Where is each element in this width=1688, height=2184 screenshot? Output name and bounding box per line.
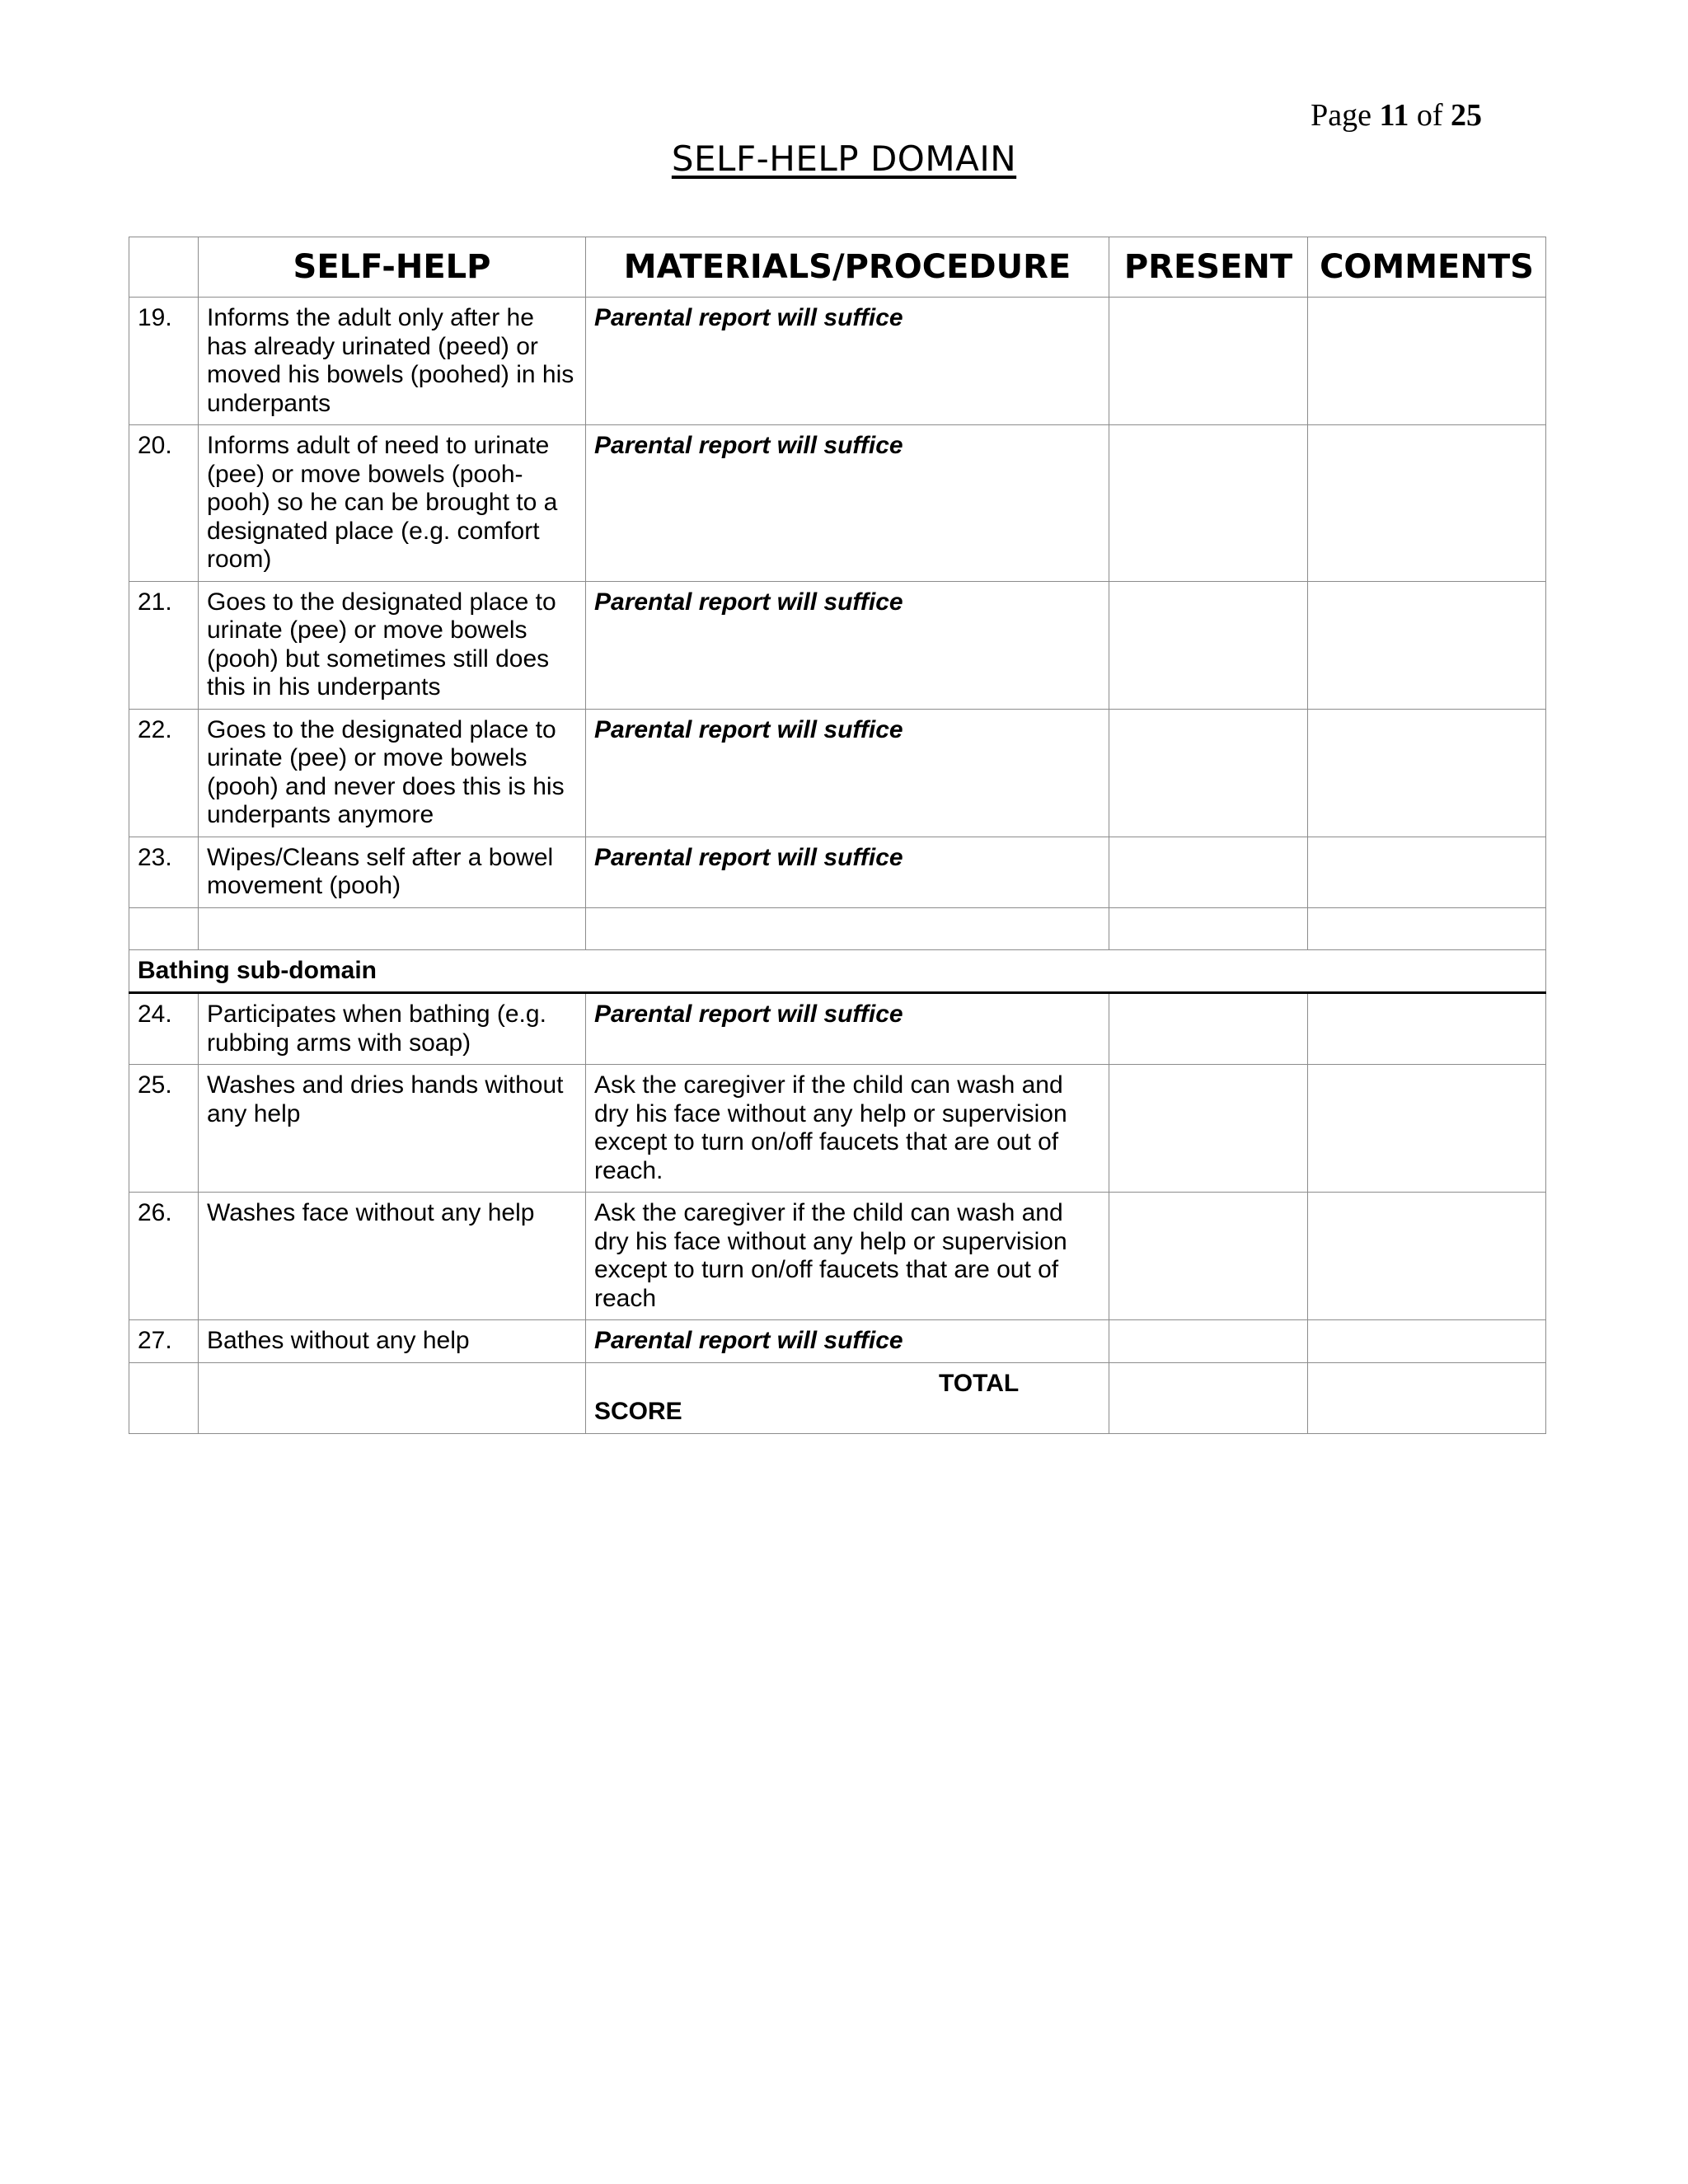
empty-cell — [199, 907, 586, 949]
subdomain-label: Bathing sub-domain — [129, 949, 1546, 993]
header-skill: SELF-HELP — [199, 237, 586, 298]
item-present[interactable] — [1109, 298, 1308, 425]
empty-row — [129, 907, 1546, 949]
item-comments[interactable] — [1308, 425, 1546, 582]
item-comments[interactable] — [1308, 298, 1546, 425]
item-number: 27. — [129, 1320, 199, 1363]
table-body-total — [129, 1362, 1546, 1433]
header-materials: MATERIALS/PROCEDURE — [586, 237, 1109, 298]
table-row — [129, 425, 1546, 582]
item-number: 24. — [129, 993, 199, 1065]
empty-cell[interactable] — [1109, 907, 1308, 949]
header-comments: COMMENTS — [1308, 237, 1546, 298]
item-skill: Goes to the designated place to urinate (pee) or move bowels (pooh) but sometimes still does this in his underpants — [199, 581, 586, 709]
empty-cell — [586, 907, 1109, 949]
table-row — [129, 298, 1546, 425]
item-comments[interactable] — [1308, 1193, 1546, 1320]
self-help-table — [129, 237, 1546, 1434]
total-score-label — [586, 1362, 1109, 1433]
total-num-cell — [129, 1362, 199, 1433]
item-present[interactable] — [1109, 709, 1308, 837]
item-skill: Washes and dries hands without any help — [199, 1065, 586, 1193]
empty-cell — [129, 907, 199, 949]
table-row — [129, 581, 1546, 709]
table-row — [129, 837, 1546, 907]
total-present-cell[interactable] — [1109, 1362, 1308, 1433]
item-comments[interactable] — [1308, 1320, 1546, 1363]
item-present[interactable] — [1109, 993, 1308, 1065]
item-skill: Washes face without any help — [199, 1193, 586, 1320]
item-materials: Parental report will suffice — [586, 993, 1109, 1065]
item-skill: Wipes/Cleans self after a bowel movement (pooh) — [199, 837, 586, 907]
item-skill: Bathes without any help — [199, 1320, 586, 1363]
item-skill: Informs the adult only after he has already urinated (peed) or moved his bowels (poohed) in his underpants — [199, 298, 586, 425]
item-number: 23. — [129, 837, 199, 907]
table-row — [129, 709, 1546, 837]
subdomain-row — [129, 949, 1546, 993]
item-present[interactable] — [1109, 581, 1308, 709]
page-label-of: of — [1416, 98, 1443, 133]
item-skill: Participates when bathing (e.g. rubbing arms with soap) — [199, 993, 586, 1065]
item-number: 25. — [129, 1065, 199, 1193]
item-comments[interactable] — [1308, 993, 1546, 1065]
page-total: 25 — [1451, 98, 1482, 133]
item-comments[interactable] — [1308, 709, 1546, 837]
total-label-line1: TOTAL — [939, 1369, 1020, 1397]
item-skill: Goes to the designated place to urinate (pee) or move bowels (pooh) and never does this is his underpants anymore — [199, 709, 586, 837]
item-comments[interactable] — [1308, 837, 1546, 907]
item-materials: Parental report will suffice — [586, 298, 1109, 425]
header-row — [129, 237, 1546, 298]
item-present[interactable] — [1109, 837, 1308, 907]
item-present[interactable] — [1109, 1065, 1308, 1193]
empty-cell[interactable] — [1308, 907, 1546, 949]
total-skill-cell — [199, 1362, 586, 1433]
item-skill: Informs adult of need to urinate (pee) or move bowels (pooh-pooh) so he can be brought to a designated place (e.g. comfort room) — [199, 425, 586, 582]
total-row — [129, 1362, 1546, 1433]
table-row — [129, 993, 1546, 1065]
page-number — [1311, 97, 1482, 134]
total-label-line2: SCORE — [594, 1398, 682, 1425]
item-materials: Ask the caregiver if the child can wash and dry his face without any help or supervision except to turn on/off faucets that are out of reach. — [586, 1065, 1109, 1193]
item-present[interactable] — [1109, 425, 1308, 582]
item-materials: Parental report will suffice — [586, 581, 1109, 709]
item-number: 20. — [129, 425, 199, 582]
total-comments-cell[interactable] — [1308, 1362, 1546, 1433]
item-present[interactable] — [1109, 1193, 1308, 1320]
item-present[interactable] — [1109, 1320, 1308, 1363]
item-materials: Ask the caregiver if the child can wash and dry his face without any help or supervision except to turn on/off faucets that are out of reach — [586, 1193, 1109, 1320]
item-materials: Parental report will suffice — [586, 425, 1109, 582]
table-row — [129, 1193, 1546, 1320]
item-materials: Parental report will suffice — [586, 1320, 1109, 1363]
item-materials: Parental report will suffice — [586, 837, 1109, 907]
table-body-toileting — [129, 298, 1546, 908]
item-comments[interactable] — [1308, 1065, 1546, 1193]
item-materials: Parental report will suffice — [586, 709, 1109, 837]
table-body-empty — [129, 907, 1546, 993]
page-label-prefix: Page — [1311, 98, 1372, 133]
item-number: 22. — [129, 709, 199, 837]
header-present: PRESENT — [1109, 237, 1308, 298]
page-current: 11 — [1379, 98, 1409, 133]
item-number: 26. — [129, 1193, 199, 1320]
page-title: SELF-HELP DOMAIN — [671, 138, 1017, 179]
item-number: 21. — [129, 581, 199, 709]
table-row — [129, 1320, 1546, 1363]
table-body-bathing — [129, 993, 1546, 1363]
header-number — [129, 237, 199, 298]
table-row — [129, 1065, 1546, 1193]
item-number: 19. — [129, 298, 199, 425]
item-comments[interactable] — [1308, 581, 1546, 709]
